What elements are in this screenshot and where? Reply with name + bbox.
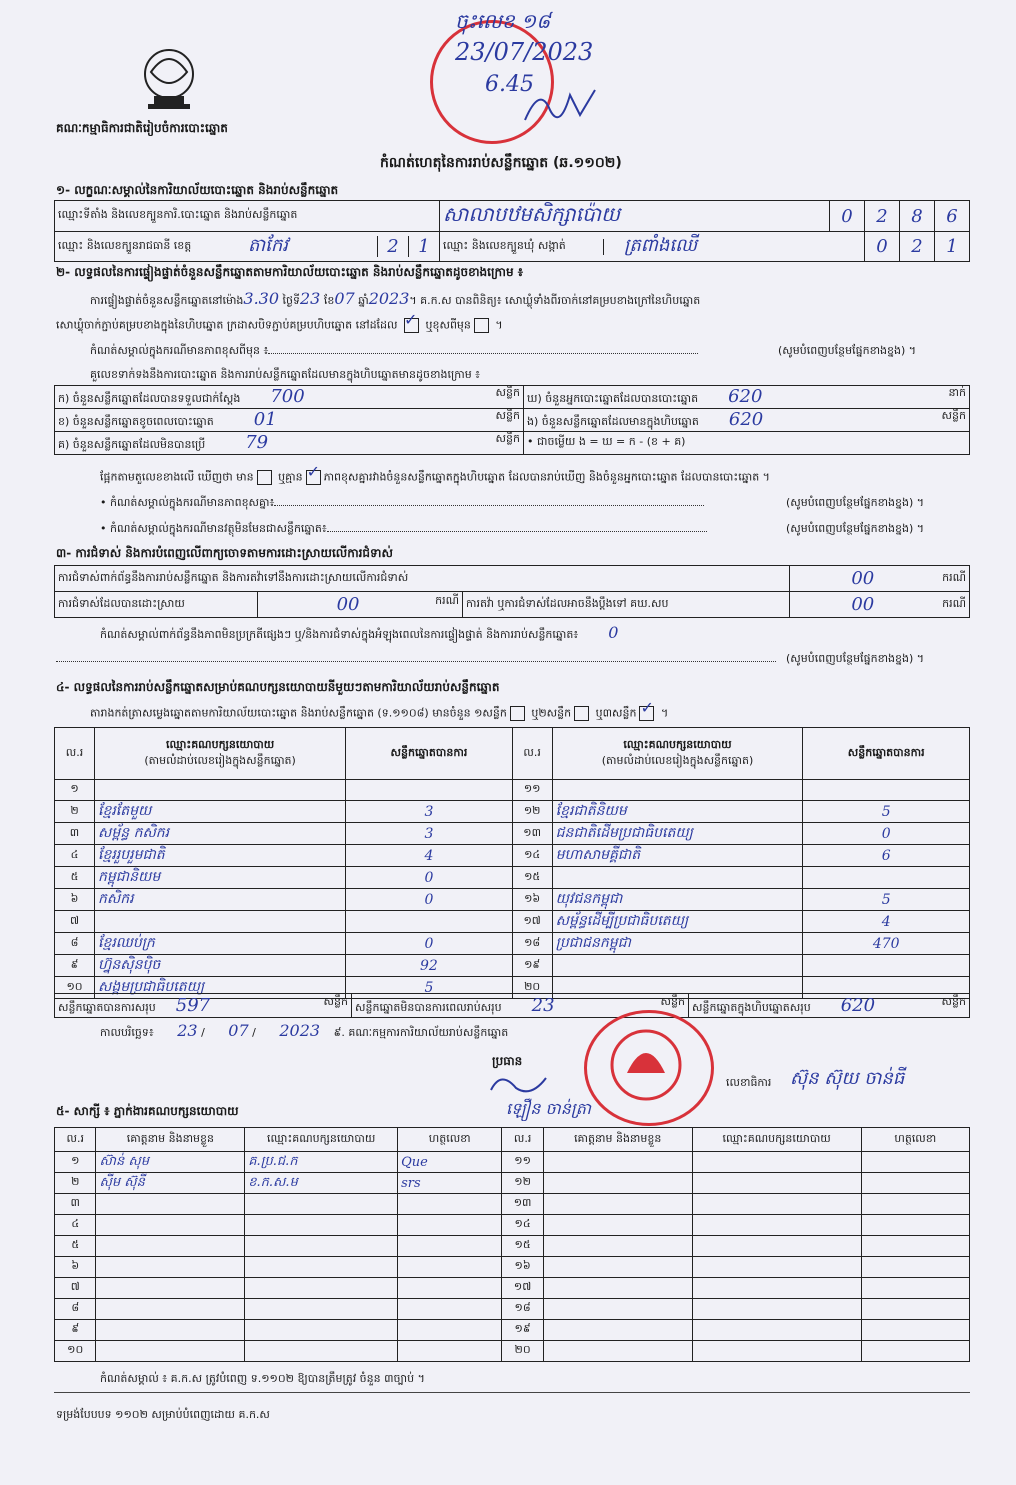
witness-name [543,1341,692,1362]
party-name: ខ្មែររួបរួមជាតិ [95,845,346,867]
row-number: ១៩ [502,1320,543,1341]
witness-party [245,1257,398,1278]
row-number: ១២ [502,1173,543,1194]
witness-signature: srs [398,1173,502,1194]
sheets-line: តារាងកត់ត្រាសម្លេងឆ្នោតតាមការិយាល័យបោះឆ្នោត និងរាប់សន្លឹកឆ្នោត (ទ.១១០៨) មានចំនួន ១សន្លឹក ឬ២សន្លឹក ឬ៣សន្លឹក ✓ ។ [90,698,669,720]
witness-name [96,1236,245,1257]
witness-name [96,1257,245,1278]
row-number: ១៩ [512,955,552,977]
date-month: 07 [228,1021,249,1040]
witness-party [692,1152,861,1173]
party-votes: 470 [803,933,970,955]
party-votes: 92 [346,955,512,977]
objections-row1-value: 00 [851,568,875,589]
party-results-table: ល.រ ឈ្មោះគណបក្សនយោបាយ (តាមលំដាប់លេខរៀងក្នុងសន្លឹកឆ្នោត) សន្លឹកឆ្នោតបានការ ល.រ ឈ្មោះគណបក្សនយោបាយ (តាមលំដាប់លេខរៀងក្នុងសន្លឹកឆ្នោត) សន្លឹកឆ្នោតបានការ ១ ១១ ២ ខ្មែរតែមួយ 3 ១២ ខ្មែរជាតិនិយម 5 ៣ សម្ព័ន្ធ កសិករ 3 ១៣ ជនជាតិដើមប្រជាធិបតេយ្យ 0 ៤ ខ្មែររួបរួមជាតិ 4 ១៤ មហាសាមគ្គីជាតិ 6 ៥ កម្ពុជានិយម 0 ១៥ ៦ កសិករ 0 ១៦ យុវជនកម្ពុជា 5 ៧ ១៧ សម្ព័ន្ធដើម្បីប្រជាធិបតេយ្យ 4 ៨ ខ្មែរឈប់ក្រ 0 ១៨ ប្រជាជនកម្ពុជា 470 ៩ ហ្វ៊ុនស៊ិនប៉ិច 92 ១៩ ១០ សង្គមប្រជាធិបតេយ្យ 5 ២០ [54,727,970,999]
witness-party [245,1320,398,1341]
witness-name [543,1278,692,1299]
witness-name [96,1278,245,1299]
difference-yes-checkbox[interactable] [257,470,272,485]
secretary-name: ស៊ុន ស៊ុយ ចាន់ធី [790,1068,905,1089]
fill-hint-4: (សូមបំពេញបន្ថែមផ្នែកខាងខ្នង) ។ [786,652,925,665]
row-number: ១៣ [502,1194,543,1215]
province-name: តាកែវ [248,235,288,256]
station-digit: 2 [876,205,888,227]
received-signature [520,80,600,130]
party-votes: 3 [346,823,512,845]
party-name: ខ្មែរឈប់ក្រ [95,933,346,955]
commune-label: ឈ្មោះ និងលេខក្បួនឃុំ សង្កាត់ [440,239,604,255]
commune-digit: 1 [946,236,958,257]
counts-intro: គួលេខទាក់ទងនឹងការបោះឆ្នោត និងការរាប់សន្លឹកឆ្នោតដែលមានក្នុងហិបឆ្នោតមានដូចខាងក្រោម ៖ [90,368,481,381]
row-number: ៣ [55,823,95,845]
witness-name [543,1320,692,1341]
party-votes: 0 [346,867,512,889]
form-title: កំណត់ហេតុនៃការរាប់សន្លឹកឆ្នោត (ឆ.១១០២) [380,155,622,171]
count-label-d: ឃ) ចំនួនអ្នកបោះឆ្នោតដែលបានបោះឆ្នោត [527,392,699,405]
row-number: ១៧ [502,1278,543,1299]
section5-heading: ៥- សាក្សី ៖ ភ្នាក់ងារគណបក្សនយោបាយ [56,1104,239,1118]
objections-row1-label: ការជំទាស់ពាក់ព័ន្ធនឹងការរាប់សន្លឹកឆ្នោត និងការតវ៉ាទៅនឹងការដោះស្រាយលើការជំទាស់ [55,566,790,592]
witness-signature [861,1152,969,1173]
verification-month: 07 [334,289,355,308]
objections-appeal-label: ការតវ៉ា ឬការជំទាស់ដែលអាចនឹងប្ដឹងទៅ គឃ.សប [463,592,790,618]
row-number: ១១ [502,1152,543,1173]
objections-table: ការជំទាស់ពាក់ព័ន្ធនឹងការរាប់សន្លឹកឆ្នោត និងការតវ៉ាទៅនឹងការដោះស្រាយលើការជំទាស់ 00 ករណី ការជំទាស់ដែលបានដោះស្រាយ 00 ករណី ការតវ៉ា ឬការជំទាស់ដែលអាចនឹងប្ដឹងទៅ គឃ.សប 00 ករណី [54,565,970,618]
witness-party [692,1194,861,1215]
date-line: កាលបរិច្ឆេទ៖ 23 / 07 / 2023 ៩. គណៈកម្មការការិយាល័យរាប់សន្លឹកឆ្នោត [100,1021,509,1040]
party-votes: 5 [803,889,970,911]
witness-name [543,1299,692,1320]
row-number: ១៤ [512,845,552,867]
party-votes: 3 [346,801,512,823]
row-number: ២ [55,801,95,823]
witness-signature [861,1299,969,1320]
witness-signature [861,1236,969,1257]
table-row [55,780,970,801]
party-votes: 4 [803,911,970,933]
party-name: មហាសាមគ្គីជាតិ [552,845,803,867]
intact-checkbox[interactable]: ✓ [404,318,419,333]
witness-signature [398,1299,502,1320]
three-sheets-checkbox[interactable]: ✓ [639,706,654,721]
party-votes: 6 [803,845,970,867]
party-name: កសិករ [95,889,346,911]
row2-label: ឈ្មោះ និងលេខក្បួនរាជធានី ខេត្ត [58,238,192,252]
row-number: ៩ [55,1320,96,1341]
section1-heading: ១- លក្ខណៈសម្គាល់នៃការិយាល័យបោះឆ្នោត និងរាប់សន្លឹកឆ្នោត [56,183,339,197]
objections-row2-label: ការជំទាស់ដែលបានដោះស្រាយ [55,592,258,618]
received-date: 23/07/2023 [455,38,594,66]
table-row [55,1278,970,1299]
section3-heading: ៣- ការជំទាស់ និងការបំពេញលើពាក្យចោទតាមការដោះស្រាយលើការជំទាស់ [56,546,393,560]
party-name: ប្រជាជនកម្ពុជា [552,933,803,955]
table-row [55,1299,970,1320]
witness-name: ស៊ាន់ សុម [96,1152,245,1173]
party-votes: 4 [346,845,512,867]
station-identity-table [54,200,970,262]
witness-party [692,1173,861,1194]
witness-party [692,1320,861,1341]
table-row [55,845,970,867]
row-number: ៩ [55,955,95,977]
difference-no-checkbox[interactable]: ✓ [306,470,321,485]
bullet-nonballot-note: • កំណត់សម្គាល់ក្នុងករណីមានវត្ថុមិនមែនជាសន្លឹកឆ្នោត៖ [100,522,707,536]
party-name [552,955,803,977]
row-number: ១ [55,1152,96,1173]
witness-signature [398,1320,502,1341]
row-number: ១០ [55,977,95,999]
table-row [55,1215,970,1236]
row-number: ១៦ [502,1257,543,1278]
witness-party [245,1278,398,1299]
witness-name [96,1320,245,1341]
fill-hint: (សូមបំពេញបន្ថែមផ្នែកខាងខ្នង) ។ [778,344,917,357]
witness-name [96,1341,245,1362]
row-number: ៨ [55,933,95,955]
witness-name: ស៊ីម ស៊ុនី [96,1173,245,1194]
witness-signature [398,1278,502,1299]
footer-divider [54,1392,970,1393]
one-sheet-checkbox[interactable] [510,706,525,721]
count-formula: • ជាចម្លើយ ង = ឃ = ក - (ខ + គ) [527,435,686,448]
table-row [55,867,970,889]
row-number: ១៣ [512,823,552,845]
irregularity-value: 0 [608,623,619,642]
form-footnote: ទម្រង់បែបបទ ១១០២ សម្រាប់បំពេញដោយ គ.ក.ស [56,1408,270,1421]
witness-signature [861,1173,969,1194]
party-name: សង្គមប្រជាធិបតេយ្យ [95,977,346,999]
table-row [55,911,970,933]
row-number: ១២ [512,801,552,823]
witness-party [692,1278,861,1299]
witness-signature [398,1236,502,1257]
table-row [55,1152,970,1173]
row-number: ១៤ [502,1215,543,1236]
date-day: 23 [177,1021,198,1040]
nec-emblem-logo [136,44,202,114]
witness-party [692,1236,861,1257]
party-votes [803,780,970,801]
verification-day: 23 [300,289,321,308]
party-name: ខ្មែរជាតិនិយម [552,801,803,823]
party-votes [346,911,512,933]
row1-label: ឈ្មោះទីតាំង និងលេខក្បួនការិ.បោះឆ្នោត និងរាប់សន្លឹកឆ្នោត [55,201,440,232]
witness-party [245,1194,398,1215]
verification-line-2: សោឃ្លុំចាក់ភ្ជាប់គម្របខាងក្នុងនៃហិបឆ្នោត ក្រដាសបិទភ្ជាប់គម្របហិបឆ្នោត នៅដដែល ✓ ឬខុសពីមុន ។ [56,310,503,332]
row-number: ១ [55,780,95,801]
date-year: 2023 [279,1021,321,1040]
witness-signature [861,1320,969,1341]
polling-station-name: សាលាបឋមសិក្សាប៉ោយ [443,202,621,226]
count-value-c: 79 [245,432,269,453]
station-digit: 0 [841,205,853,227]
party-name: កម្ពុជានិយម [95,867,346,889]
total-box-value: 620 [840,994,876,1016]
compare-line: ផ្អែកតាមតួលេខខាងលើ ឃើញថា មាន ឬគ្មាន ✓ ភាពខុសគ្នារវាងចំនួនសន្លឹកឆ្នោតក្នុងហិបឆ្នោត ដែលបានរាប់ឃើញ និងចំនួនអ្នកបោះឆ្នោត ដែលបានបោះឆ្នោត ។ [100,462,770,484]
count-label-e: ង) ចំនួនសន្លឹកឆ្នោតដែលមានក្នុងហិបឆ្នោត [527,415,699,428]
received-number: ចុះលេខ ១៨ [455,9,551,33]
count-value-b: 01 [253,409,277,430]
row-number: ៦ [55,889,95,911]
witness-party: គ.ប្រ.ជ.ក [245,1152,398,1173]
witness-party [692,1215,861,1236]
party-votes: 5 [346,977,512,999]
received-time: 6.45 [485,72,534,97]
witness-party [245,1299,398,1320]
witness-signature [861,1341,969,1362]
party-name [95,780,346,801]
difference-note-line: កំណត់សម្គាល់ក្នុងករណីមានភាពខុសពីមុន ៖ [90,344,770,358]
party-name [552,867,803,889]
witness-name [543,1152,692,1173]
witness-party [692,1299,861,1320]
party-votes: 0 [346,889,512,911]
table-row [55,1194,970,1215]
commune-name: ត្រពាំងឈើ [624,235,698,256]
count-value-e: 620 [728,409,764,430]
row-number: ១១ [512,780,552,801]
count-label-b: ខ) ចំនួនសន្លឹកឆ្នោតខូចពេលបោះឆ្នោត [58,415,214,428]
row-number: ១៦ [512,889,552,911]
party-name: សម្ព័ន្ធដើម្បីប្រជាធិបតេយ្យ [552,911,803,933]
total-valid-value: 597 [175,994,211,1016]
row-number: ៥ [55,867,95,889]
party-name: ជនជាតិដើមប្រជាធិបតេយ្យ [552,823,803,845]
witness-signature [398,1257,502,1278]
row-number: ៦ [55,1257,96,1278]
witness-name [543,1173,692,1194]
verification-line-1: ការផ្ទៀងផ្ទាត់ចំនួនសន្លឹកឆ្នោតនៅម៉ោង3.30 ថ្ងៃទី23 ខែ07 ឆ្នាំ2023។ គ.ក.ស បានពិនិត្យ៖ សោឃ្លុំទាំងពីរចាក់នៅគម្របខាងក្រៅនៃហិបឆ្នោត [90,289,701,308]
witness-name [543,1257,692,1278]
witness-party: ខ.ក.ស.ម [245,1173,398,1194]
party-name [95,911,346,933]
count-label-a: ក) ចំនួនសន្លឹកឆ្នោតដែលបានទទួលជាក់ស្ដែង [58,392,241,405]
table-row [55,1320,970,1341]
witness-name [543,1236,692,1257]
row-number: ៨ [55,1299,96,1320]
witness-name [96,1215,245,1236]
committee-name: គណៈកម្មាធិការជាតិរៀបចំការបោះឆ្នោត [56,121,228,135]
witness-party [692,1257,861,1278]
section2-heading: ២- លទ្ធផលនៃការផ្ទៀងផ្ទាត់ចំនួនសន្លឹកឆ្នោតតាមការិយាល័យបោះឆ្នោត និងរាប់សន្លឹកឆ្នោតដូចខាងក្រោម ៖ [56,265,524,279]
row-number: ៧ [55,1278,96,1299]
witness-name [96,1194,245,1215]
witness-name [96,1299,245,1320]
row-number: ២ [55,1173,96,1194]
total-invalid-value: 23 [531,994,555,1016]
bullet-difference-note: • កំណត់សម្គាល់ក្នុងករណីមានភាពខុសគ្នា៖ [100,496,704,510]
party-votes: 0 [346,933,512,955]
witness-signature [861,1194,969,1215]
table-row [55,1257,970,1278]
party-votes [803,955,970,977]
row-number: ១៧ [512,911,552,933]
irregularity-dotline [56,652,776,666]
table-row [55,933,970,955]
count-value-a: 700 [270,386,305,407]
witness-signature [861,1278,969,1299]
two-sheets-checkbox[interactable] [574,706,589,721]
party-votes [346,780,512,801]
party-votes [803,867,970,889]
row-number: ១៥ [512,867,552,889]
commune-digit: 2 [911,236,923,257]
count-label-c: គ) ចំនួនសន្លឹកឆ្នោតដែលមិនបានប្រើ [58,438,206,451]
row-number: ៧ [55,911,95,933]
witness-signature [398,1341,502,1362]
witness-signature [398,1194,502,1215]
table-row [55,823,970,845]
witness-signature [398,1215,502,1236]
row-number: ២០ [502,1341,543,1362]
witness-party [692,1341,861,1362]
row-number: ១៨ [512,933,552,955]
table-row [55,1236,970,1257]
party-name [552,780,803,801]
row-number: ១៥ [502,1236,543,1257]
changed-checkbox[interactable] [474,318,489,333]
irregularity-note: កំណត់សម្គាល់ពាក់ព័ន្ធនឹងភាពមិនប្រក្រតីផ្សេងៗ ឬ/និងការជំទាស់ក្នុងអំឡុងពេលនៃការផ្ទៀងផ្ទាត់ និងការរាប់សន្លឹកឆ្នោត៖ 0 [100,623,619,642]
verification-time: 3.30 [243,289,280,308]
totals-table: សន្លឹកឆ្នោតបានការសរុប 597 សន្លឹក សន្លឹកឆ្នោតមិនបានការពេលរាប់សរុប 23 សន្លឹក សន្លឹកឆ្នោតក្នុងហិបឆ្នោតសរុប 620 សន្លឹក [54,993,970,1018]
fill-hint-2: (សូមបំពេញបន្ថែមផ្នែកខាងខ្នង) ។ [786,496,925,509]
witness-name [543,1194,692,1215]
row-number: ១៨ [502,1299,543,1320]
witness-party [245,1341,398,1362]
fill-hint-3: (សូមបំពេញបន្ថែមផ្នែកខាងខ្នង) ។ [786,522,925,535]
witness-name [543,1215,692,1236]
table-row [55,955,970,977]
witness-party [245,1236,398,1257]
station-digit: 8 [911,205,923,227]
witness-signature [861,1215,969,1236]
witness-party [245,1215,398,1236]
verification-year: 2023 [368,289,410,308]
commune-digit: 0 [876,236,888,257]
party-name: យុវជនកម្ពុជា [552,889,803,911]
ballot-counts-table: ក) ចំនួនសន្លឹកឆ្នោតដែលបានទទួលជាក់ស្ដែង 700 សន្លឹក ឃ) ចំនួនអ្នកបោះឆ្នោតដែលបានបោះឆ្នោត 620 នាក់ ខ) ចំនួនសន្លឹកឆ្នោតខូចពេលបោះឆ្នោត 01 សន្លឹក ង) ចំនួនសន្លឹកឆ្នោតដែលមានក្នុងហិបឆ្នោត 620 សន្លឹក គ) ចំនួនសន្លឹកឆ្នោតដែលមិនបានប្រើ 79 សន្លឹក • ជាចម្លើយ ង = ឃ = ក - (ខ + គ) [54,385,970,455]
witnesses-table: ល.រ គោត្តនាម និងនាមខ្លួន ឈ្មោះគណបក្សនយោបាយ ហត្ថលេខា ល.រ គោត្តនាម និងនាមខ្លួន ឈ្មោះគណបក្សនយោបាយ ហត្ថលេខា ១ ស៊ាន់ សុម គ.ប្រ.ជ.ក Que ១១ ២ ស៊ីម ស៊ុនី ខ.ក.ស.ម srs ១២ ៣ ១៣ ៤ ១៤ ៥ ១៥ ៦ ១៦ ៧ ១៧ ៨ ១៨ ៩ ១៩ ១០ ២០ [54,1127,970,1362]
chief-label: ប្រធាន [492,1054,523,1068]
table-row [55,1173,970,1194]
chief-name: ឡឿន ចាន់ត្រា [506,1099,591,1118]
row-number: ៤ [55,845,95,867]
province-digit: 1 [408,236,439,257]
objections-resolved-value: 00 [336,594,360,615]
party-name: ហ្វ៊ុនស៊ិនប៉ិច [95,955,346,977]
row-number: ២០ [512,977,552,999]
secretary-label: លេខាធិការ [726,1076,772,1089]
witness-signature [861,1257,969,1278]
objections-appeal-value: 00 [851,594,875,615]
row-number: ៣ [55,1194,96,1215]
official-seal [584,1010,714,1126]
party-name: សម្ព័ន្ធ កសិករ [95,823,346,845]
party-votes: 5 [803,801,970,823]
table-row [55,889,970,911]
province-digit: 2 [377,236,408,257]
row-number: ៤ [55,1215,96,1236]
party-name: ខ្មែរតែមួយ [95,801,346,823]
witness-signature: Que [398,1152,502,1173]
count-value-d: 620 [728,386,763,407]
witness-footnote: កំណត់សម្គាល់ ៖ គ.ក.ស ត្រូវបំពេញ ទ.១១០២ ឱ្យបានត្រឹមត្រូវ ចំនួន ៣ច្បាប់ ។ [100,1372,425,1385]
station-digit: 6 [946,205,958,227]
party-votes: 0 [803,823,970,845]
table-row [55,1341,970,1362]
section4-heading: ៤- លទ្ធផលនៃការរាប់សន្លឹកឆ្នោតសម្រាប់គណបក្សនយោបាយនីមួយៗតាមការិយាល័យរាប់សន្លឹកឆ្នោត [56,680,500,694]
row-number: ៥ [55,1236,96,1257]
table-row [55,801,970,823]
chief-signature [486,1070,556,1098]
row-number: ១០ [55,1341,96,1362]
